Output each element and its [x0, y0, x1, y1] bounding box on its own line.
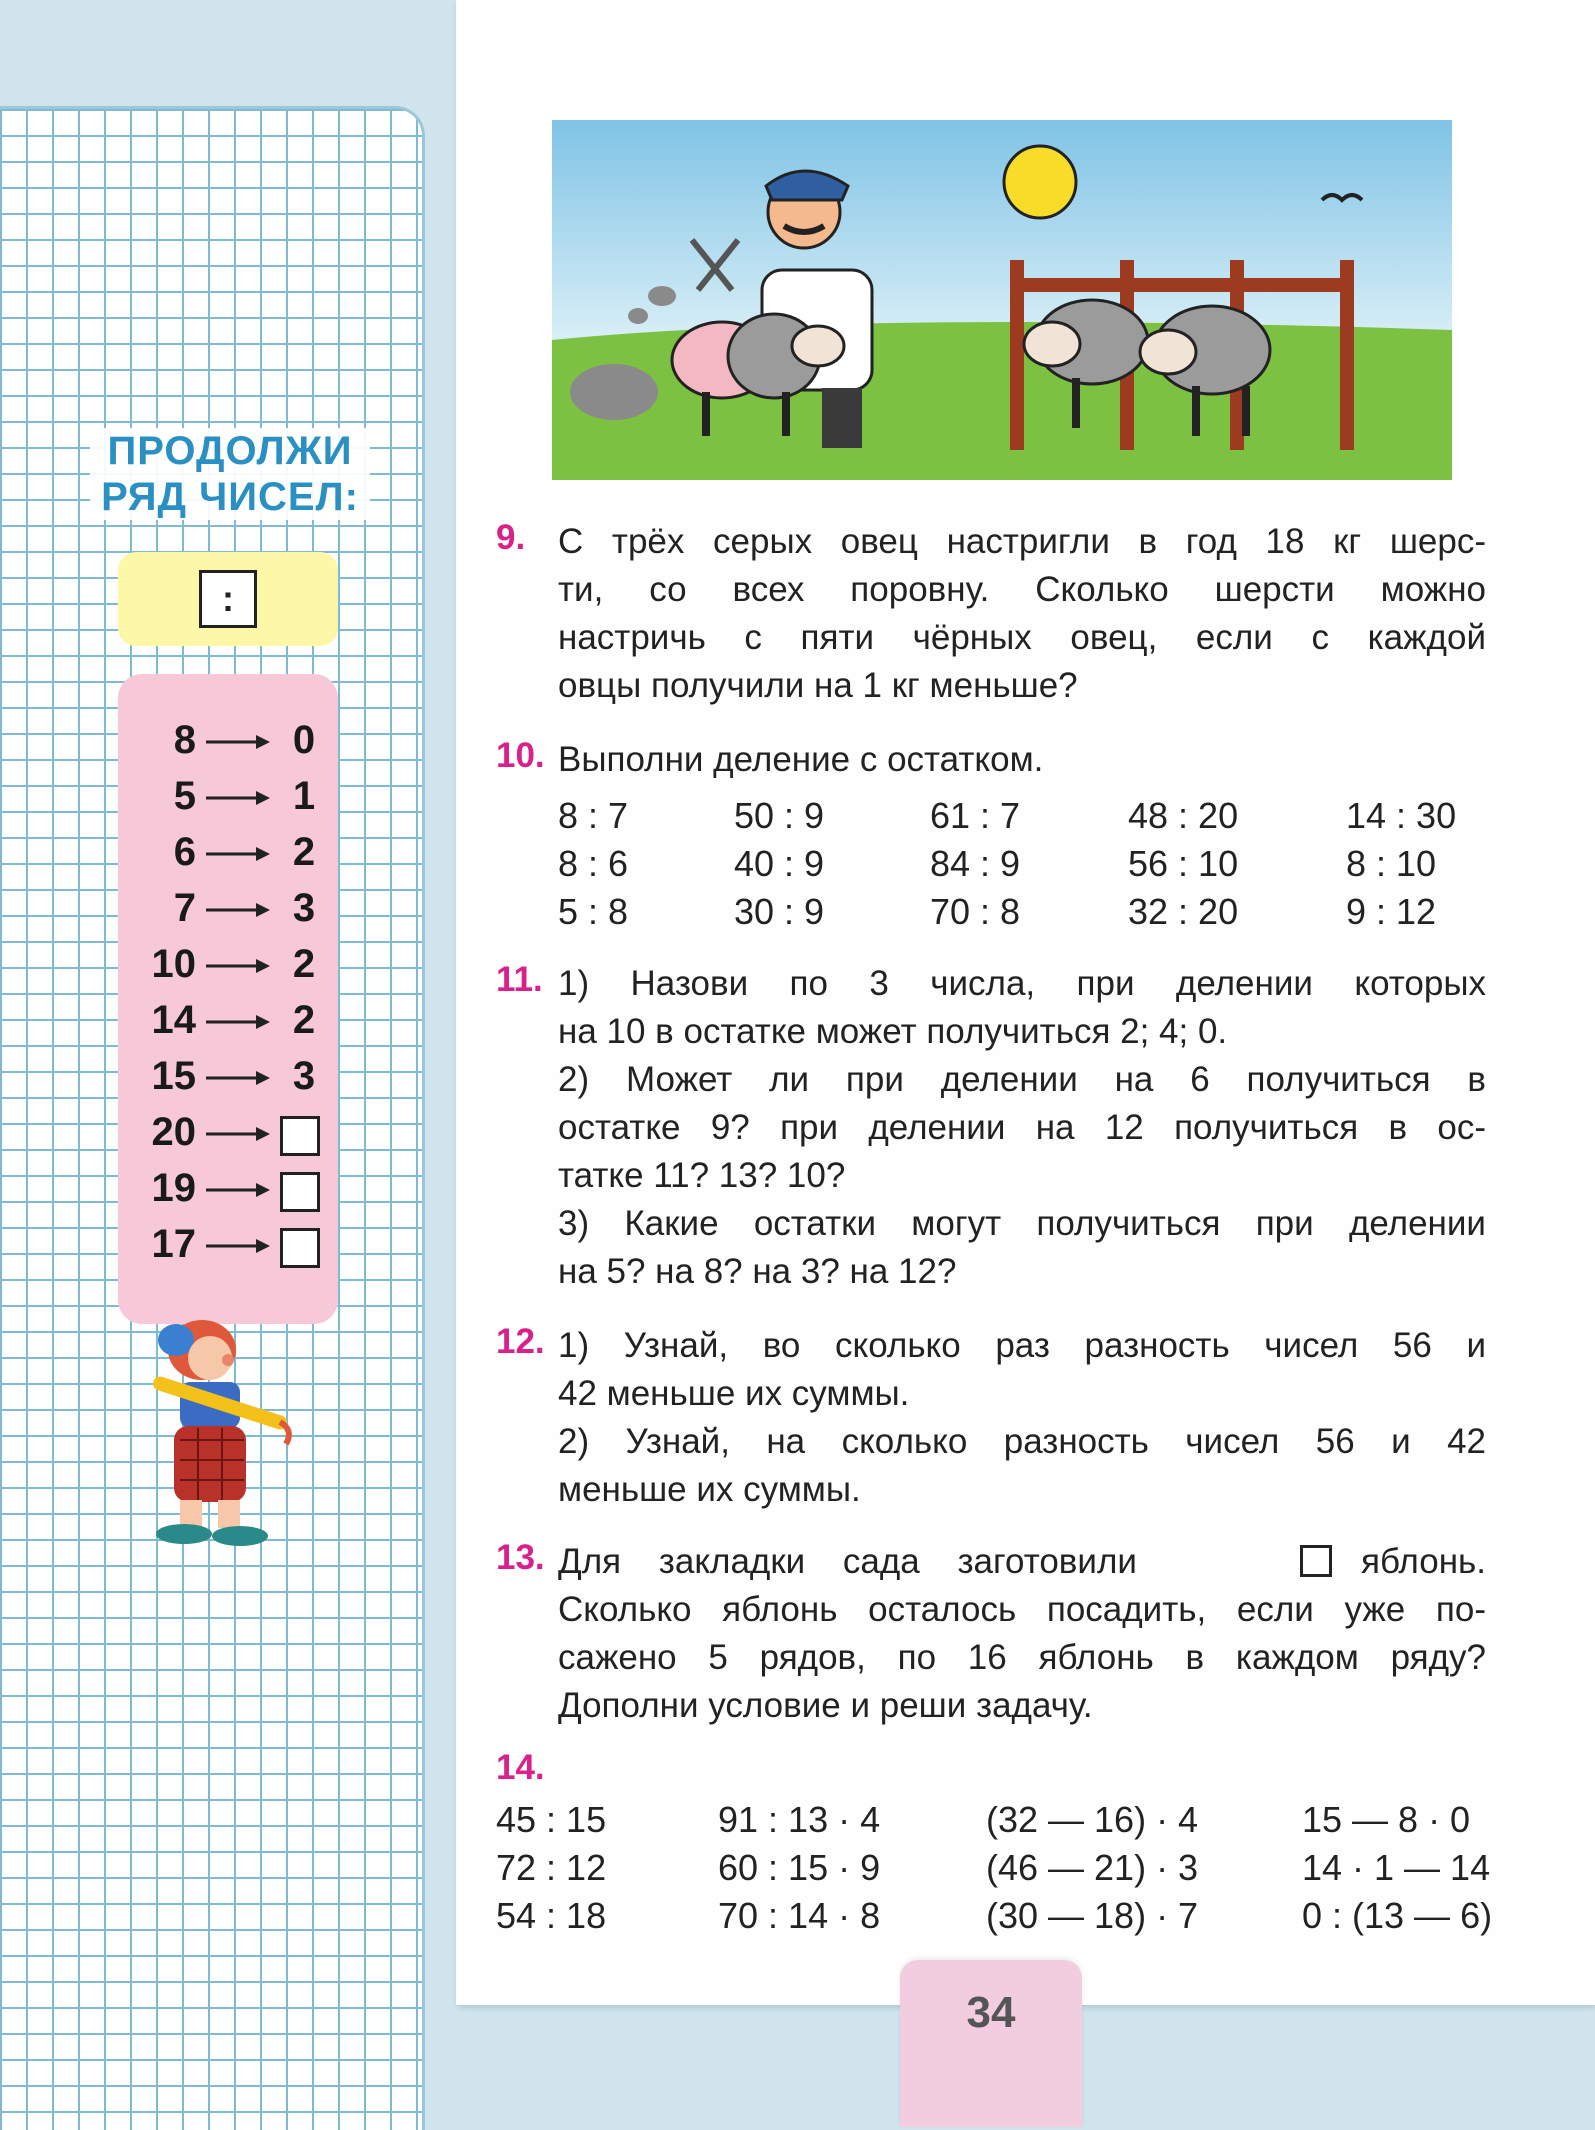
task-number: 13. [496, 1538, 545, 1577]
exercise-column [558, 792, 628, 936]
exercise: 61 : 7 [930, 795, 1021, 836]
arrow-right-icon [202, 994, 272, 1050]
page-number: 34 [966, 1988, 1016, 2037]
sequence-row [118, 1218, 338, 1274]
exercise: 30 : 9 [734, 891, 825, 932]
text-line: настричь с пяти чёрных овец, если с каждой [558, 618, 1486, 657]
sequence-row [118, 1106, 338, 1162]
expression: 91 : 13 · 4 [718, 1799, 881, 1840]
task-text [558, 518, 1486, 710]
sequence-output: 2 [292, 830, 316, 874]
task-number: 11. [496, 960, 543, 999]
empty-answer-box[interactable] [280, 1228, 320, 1268]
text-line: 1) Узнай, во сколько раз разность чисел 56 и [558, 1326, 1486, 1365]
expression: (30 — 18) · 7 [986, 1895, 1199, 1936]
arrow-right-icon [202, 826, 272, 882]
text-line: сажено 5 рядов, по 16 яблонь в каждом ряду? [558, 1638, 1486, 1677]
textbook-page [456, 0, 1595, 2005]
exercise-column [930, 792, 1020, 936]
text-line: 42 меньше их суммы. [558, 1374, 910, 1413]
text-line: 1) Назови по 3 числа, при делении которых [558, 964, 1486, 1003]
sequence-row [118, 882, 338, 938]
expression: 14 · 1 — 14 [1302, 1847, 1491, 1888]
sequence-input: 8 [173, 718, 196, 762]
expression: 60 : 15 · 9 [718, 1847, 881, 1888]
text-fragment: Для закладки сада заготовили [558, 1542, 1137, 1581]
text-fragment [1300, 1538, 1486, 1586]
exercise: 50 : 9 [734, 795, 825, 836]
task-text [558, 960, 1486, 1296]
task-text [558, 1322, 1486, 1514]
exercise: 32 : 20 [1128, 891, 1239, 932]
exercise: 48 : 20 [1128, 795, 1239, 836]
sequence-input: 10 [151, 942, 196, 986]
sheep-shearing-illustration [552, 120, 1452, 480]
text-line: ти, со всех поровну. Сколько шерсти можно [558, 570, 1486, 609]
sequence-input: 6 [173, 830, 196, 874]
empty-answer-box[interactable] [280, 1116, 320, 1156]
number-sequence [118, 674, 338, 1324]
sequence-row [118, 1050, 338, 1106]
task-text [558, 736, 1486, 784]
exercise: 14 : 30 [1346, 795, 1457, 836]
sequence-input: 14 [151, 998, 196, 1042]
text-line [558, 1538, 1486, 1586]
exercise: 8 : 6 [558, 843, 629, 884]
exercise: 8 : 10 [1346, 843, 1437, 884]
exercise-column [1346, 792, 1456, 936]
text-line: Дополни условие и реши задачу. [558, 1686, 1093, 1725]
exercise: 56 : 10 [1128, 843, 1239, 884]
text-line: 2) Может ли при делении на 6 получиться в [558, 1060, 1486, 1099]
task-number: 10. [496, 736, 545, 775]
sequence-row [118, 770, 338, 826]
arrow-right-icon [202, 770, 272, 826]
sequence-row [118, 826, 338, 882]
arrow-right-icon [202, 714, 272, 770]
expression: 45 : 15 [496, 1799, 607, 1840]
expression-column [986, 1796, 1198, 1940]
sidebar-title-line1: ПРОДОЛЖИ [107, 429, 353, 473]
task-heading: Выполни деление с остатком. [558, 740, 1044, 779]
text-line: остатке 9? при делении на 12 получиться в ос- [558, 1108, 1486, 1147]
expression: 70 : 14 · 8 [718, 1895, 881, 1936]
sequence-input: 20 [151, 1110, 196, 1154]
sequence-input: 7 [173, 886, 196, 930]
sequence-output: 1 [292, 774, 316, 818]
page-number-tab [900, 1960, 1082, 2127]
text-line: овцы получили на 1 кг меньше? [558, 666, 1078, 705]
sequence-input: 17 [151, 1222, 196, 1266]
sidebar-title [90, 428, 370, 520]
sequence-row [118, 1162, 338, 1218]
exercise: 40 : 9 [734, 843, 825, 884]
text-line: татке 11? 13? 10? [558, 1156, 846, 1195]
expression-column [718, 1796, 880, 1940]
expression: 15 — 8 · 0 [1302, 1799, 1471, 1840]
exercise: 5 : 8 [558, 891, 629, 932]
exercise-column [734, 792, 824, 936]
sequence-input: 5 [173, 774, 196, 818]
arrow-right-icon [202, 938, 272, 994]
division-sign: : [199, 570, 257, 628]
sequence-output: 3 [292, 1054, 316, 1098]
text-line: 3) Какие остатки могут получиться при делении [558, 1204, 1486, 1243]
operation-box [118, 552, 338, 646]
arrow-right-icon [202, 1050, 272, 1106]
exercise: 9 : 12 [1346, 891, 1437, 932]
text-line: меньше их суммы. [558, 1470, 861, 1509]
expression-column [496, 1796, 606, 1940]
text-line: Сколько яблонь осталось посадить, если уже по- [558, 1590, 1486, 1629]
text-line: на 10 в остатке может получиться 2; 4; 0. [558, 1012, 1228, 1051]
sequence-input: 15 [151, 1054, 196, 1098]
sequence-row [118, 938, 338, 994]
exercise: 70 : 8 [930, 891, 1021, 932]
text-line: С трёх серых овец настригли в год 18 кг шерс- [558, 522, 1486, 561]
cartoon-character-illustration [140, 1310, 315, 1550]
arrow-right-icon [202, 1218, 272, 1274]
expression: 0 : (13 — 6) [1302, 1895, 1493, 1936]
text-line: 2) Узнай, на сколько разность чисел 56 и 42 [558, 1422, 1486, 1461]
task-text [558, 1538, 1486, 1730]
exercise: 8 : 7 [558, 795, 629, 836]
task-number: 12. [496, 1322, 545, 1361]
expression: 54 : 18 [496, 1895, 607, 1936]
sequence-output: 3 [292, 886, 316, 930]
text-fragment: яблонь. [1361, 1542, 1486, 1581]
sequence-output: 2 [292, 942, 316, 986]
expression-column [1302, 1796, 1492, 1940]
sequence-output: 2 [292, 998, 316, 1042]
exercise-column [1128, 792, 1238, 936]
sequence-row [118, 994, 338, 1050]
empty-answer-box[interactable] [280, 1172, 320, 1212]
sequence-output: 0 [292, 718, 316, 762]
sequence-row [118, 714, 338, 770]
sequence-input: 19 [151, 1166, 196, 1210]
text-line: на 5? на 8? на 3? на 12? [558, 1252, 957, 1291]
arrow-right-icon [202, 1106, 272, 1162]
expression: 72 : 12 [496, 1847, 607, 1888]
left-margin [0, 0, 456, 2127]
arrow-right-icon [202, 1162, 272, 1218]
arrow-right-icon [202, 882, 272, 938]
expression: (46 — 21) · 3 [986, 1847, 1199, 1888]
empty-answer-box[interactable] [1300, 1545, 1332, 1577]
sidebar-title-line2: РЯД ЧИСЕЛ: [101, 475, 359, 519]
expression: (32 — 16) · 4 [986, 1799, 1199, 1840]
task-number: 9. [496, 518, 526, 557]
task-number: 14. [496, 1748, 545, 1787]
exercise: 84 : 9 [930, 843, 1021, 884]
